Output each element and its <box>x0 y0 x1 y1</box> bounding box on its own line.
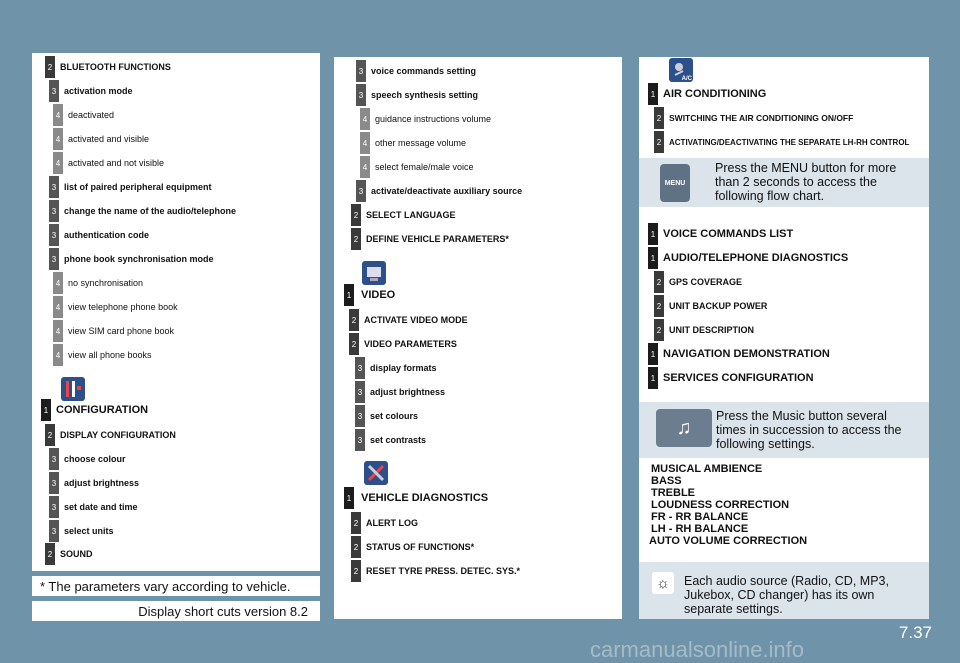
menu-row[interactable]: 1 AIR CONDITIONING <box>648 83 766 105</box>
footnote <box>32 576 320 596</box>
menu-row[interactable]: 4 deactivated <box>53 104 114 126</box>
menu-row[interactable]: 3 adjust brightness <box>355 381 445 403</box>
ac-icon-label: A/C <box>681 76 692 82</box>
menu-label: activated and visible <box>68 134 150 144</box>
menu-key[interactable] <box>660 164 690 202</box>
menu-row[interactable]: 2 BLUETOOTH FUNCTIONS <box>45 56 171 78</box>
menu-label: ALERT LOG <box>366 518 418 528</box>
menu-label: GPS COVERAGE <box>669 277 743 287</box>
menu-row[interactable]: 3 voice commands setting <box>356 60 476 82</box>
menu-row[interactable]: 2 DISPLAY CONFIGURATION <box>45 424 176 446</box>
music-setting: AUTO VOLUME CORRECTION <box>649 535 808 547</box>
menu-label: AIR CONDITIONING <box>663 88 767 100</box>
menu-row[interactable]: 3 display formats <box>355 357 437 379</box>
shortcuts-version <box>32 601 320 621</box>
menu-row[interactable]: 3 phone book synchronisation mode <box>49 248 214 270</box>
menu-label: choose colour <box>64 454 126 464</box>
menu-label: adjust brightness <box>370 387 446 397</box>
menu-note: Press the MENU button for more than 2 seconds to access the following flow chart. <box>715 161 897 203</box>
menu-label: set contrasts <box>370 435 427 445</box>
menu-row[interactable]: 2 SELECT LANGUAGE <box>351 204 456 226</box>
menu-label: VIDEO <box>361 289 396 301</box>
menu-label: set colours <box>370 411 419 421</box>
music-setting: MUSICAL AMBIENCE <box>651 463 763 475</box>
menu-row[interactable]: 3 list of paired peripheral equipment <box>49 176 212 198</box>
menu-row[interactable]: 3 activation mode <box>49 80 133 102</box>
column-1-panel <box>32 53 320 571</box>
music-settings-list <box>651 463 807 547</box>
menu-label: RESET TYRE PRESS. DETEC. SYS.* <box>366 566 521 576</box>
menu-row[interactable]: 3 adjust brightness <box>49 472 139 494</box>
menu-row[interactable]: 4 view all phone books <box>53 344 152 366</box>
menu-label: AUDIO/TELEPHONE DIAGNOSTICS <box>663 252 849 264</box>
menu-row[interactable]: 3 activate/deactivate auxiliary source <box>356 180 522 202</box>
menu-label: BLUETOOTH FUNCTIONS <box>60 62 171 72</box>
menu-key-label: MENU <box>664 179 686 187</box>
menu-row[interactable]: 2 DEFINE VEHICLE PARAMETERS* <box>351 228 509 250</box>
video-icon <box>362 261 386 285</box>
sun-icon: ☼ <box>652 572 674 594</box>
menu-row[interactable]: 2 SWITCHING THE AIR CONDITIONING ON/OFF <box>654 107 853 129</box>
air-conditioning-icon <box>669 58 693 82</box>
configuration-icon <box>61 377 85 401</box>
menu-row[interactable]: 4 view SIM card phone book <box>53 320 174 342</box>
menu-label: guidance instructions volume <box>375 114 492 124</box>
menu-label: list of paired peripheral equipment <box>64 182 212 192</box>
menu-row[interactable]: 4 view telephone phone book <box>53 296 178 318</box>
menu-row[interactable]: 3 choose colour <box>49 448 126 470</box>
menu-label: CONFIGURATION <box>56 404 149 416</box>
menu-label: authentication code <box>64 230 150 240</box>
menu-row[interactable]: 3 authentication code <box>49 224 149 246</box>
watermark: carmanualsonline.info <box>590 637 805 662</box>
menu-row[interactable]: 2 GPS COVERAGE <box>654 271 742 293</box>
menu-row[interactable]: 4 no synchronisation <box>53 272 143 294</box>
menu-label: UNIT DESCRIPTION <box>669 325 755 335</box>
music-note-icon: ♫ <box>676 416 692 439</box>
column-3-panel <box>639 57 929 619</box>
menu-row[interactable]: 2 RESET TYRE PRESS. DETEC. SYS.* <box>351 560 520 582</box>
menu-label: activate/deactivate auxiliary source <box>371 186 523 196</box>
page-number: 7.37 <box>898 623 932 642</box>
menu-row[interactable]: 2 ACTIVATE VIDEO MODE <box>349 309 468 331</box>
menu-row[interactable]: 3 speech synthesis setting <box>356 84 478 106</box>
menu-row[interactable]: 4 guidance instructions volume <box>360 108 491 130</box>
menu-row[interactable]: 2 UNIT DESCRIPTION <box>654 319 754 341</box>
music-setting: LH - RH BALANCE <box>651 523 749 535</box>
menu-row[interactable]: 3 set contrasts <box>355 429 426 451</box>
menu-label: view telephone phone book <box>68 302 178 312</box>
menu-label: VIDEO PARAMETERS <box>364 339 457 349</box>
menu-row[interactable]: 1 VEHICLE DIAGNOSTICS <box>344 487 488 509</box>
menu-label: DISPLAY CONFIGURATION <box>60 430 176 440</box>
menu-label: activated and not visible <box>68 158 165 168</box>
menu-label: display formats <box>370 363 437 373</box>
menu-row[interactable]: 4 activated and visible <box>53 128 149 150</box>
music-setting: LOUDNESS CORRECTION <box>651 499 790 511</box>
menu-label: select units <box>64 526 114 536</box>
menu-row[interactable]: 1 VIDEO <box>344 284 395 306</box>
menu-row[interactable]: 2 SOUND <box>45 543 93 565</box>
diagnostics-icon <box>364 461 388 485</box>
menu-label: set date and time <box>64 502 138 512</box>
menu-label: STATUS OF FUNCTIONS* <box>366 542 475 552</box>
menu-label: SERVICES CONFIGURATION <box>663 372 814 384</box>
menu-label: select female/male voice <box>375 162 474 172</box>
menu-label: view SIM card phone book <box>68 326 175 336</box>
menu-label: activation mode <box>64 86 133 96</box>
menu-row[interactable]: 4 select female/male voice <box>360 156 474 178</box>
footnote-text: * The parameters vary according to vehicle. <box>40 578 291 594</box>
menu-row[interactable]: 1 VOICE COMMANDS LIST <box>648 223 793 245</box>
menu-label: SELECT LANGUAGE <box>366 210 456 220</box>
menu-label: voice commands setting <box>371 66 477 76</box>
menu-row[interactable]: 3 set date and time <box>49 496 138 518</box>
menu-label: ACTIVATING/DEACTIVATING THE SEPARATE LH-RH CONTROL <box>669 137 910 147</box>
menu-row[interactable]: 2 UNIT BACKUP POWER <box>654 295 767 317</box>
menu-label: UNIT BACKUP POWER <box>669 301 768 311</box>
source-note: Each audio source (Radio, CD, MP3, Jukebox, CD changer) has its own separate settings. <box>684 574 889 616</box>
shortcuts-version-text: Display short cuts version 8.2 <box>138 603 308 619</box>
menu-row[interactable]: 4 other message volume <box>360 132 466 154</box>
menu-label: change the name of the audio/telephone <box>64 206 237 216</box>
menu-row[interactable]: 4 activated and not visible <box>53 152 164 174</box>
menu-label: view all phone books <box>68 350 152 360</box>
music-setting: BASS <box>651 475 682 487</box>
menu-row[interactable]: 3 set colours <box>355 405 418 427</box>
menu-label: DEFINE VEHICLE PARAMETERS* <box>366 234 509 244</box>
menu-row[interactable]: 1 AUDIO/TELEPHONE DIAGNOSTICS <box>648 247 848 269</box>
menu-row[interactable]: 1 CONFIGURATION <box>41 399 148 421</box>
menu-label: SWITCHING THE AIR CONDITIONING ON/OFF <box>669 113 854 123</box>
menu-row[interactable]: 2 ALERT LOG <box>351 512 418 534</box>
menu-label: VOICE COMMANDS LIST <box>663 228 794 240</box>
column-2-panel <box>334 57 622 619</box>
menu-row[interactable]: 3 select units <box>49 520 114 542</box>
menu-label: deactivated <box>68 110 115 120</box>
menu-label: VEHICLE DIAGNOSTICS <box>361 492 489 504</box>
menu-row[interactable]: 1 SERVICES CONFIGURATION <box>648 367 814 389</box>
music-button[interactable] <box>656 409 712 447</box>
menu-label: speech synthesis setting <box>371 90 479 100</box>
menu-label: no synchronisation <box>68 278 144 288</box>
menu-label: SOUND <box>60 549 93 559</box>
menu-label: ACTIVATE VIDEO MODE <box>364 315 468 325</box>
menu-label: adjust brightness <box>64 478 140 488</box>
menu-label: NAVIGATION DEMONSTRATION <box>663 348 830 360</box>
menu-row[interactable]: 1 NAVIGATION DEMONSTRATION <box>648 343 830 365</box>
menu-row[interactable]: 2 ACTIVATING/DEACTIVATING THE SEPARATE LH-RH CONTROL <box>654 131 909 153</box>
menu-row[interactable]: 2 VIDEO PARAMETERS <box>349 333 457 355</box>
menu-row[interactable]: 3 change the name of the audio/telephone <box>49 200 236 222</box>
menu-row[interactable]: 2 STATUS OF FUNCTIONS* <box>351 536 474 558</box>
menu-label: phone book synchronisation mode <box>64 254 214 264</box>
music-note: Press the Music button several times in succession to access the following settings. <box>716 409 902 451</box>
menu-label: other message volume <box>375 138 467 148</box>
music-setting: FR - RR BALANCE <box>651 511 749 523</box>
music-setting: TREBLE <box>651 487 695 499</box>
